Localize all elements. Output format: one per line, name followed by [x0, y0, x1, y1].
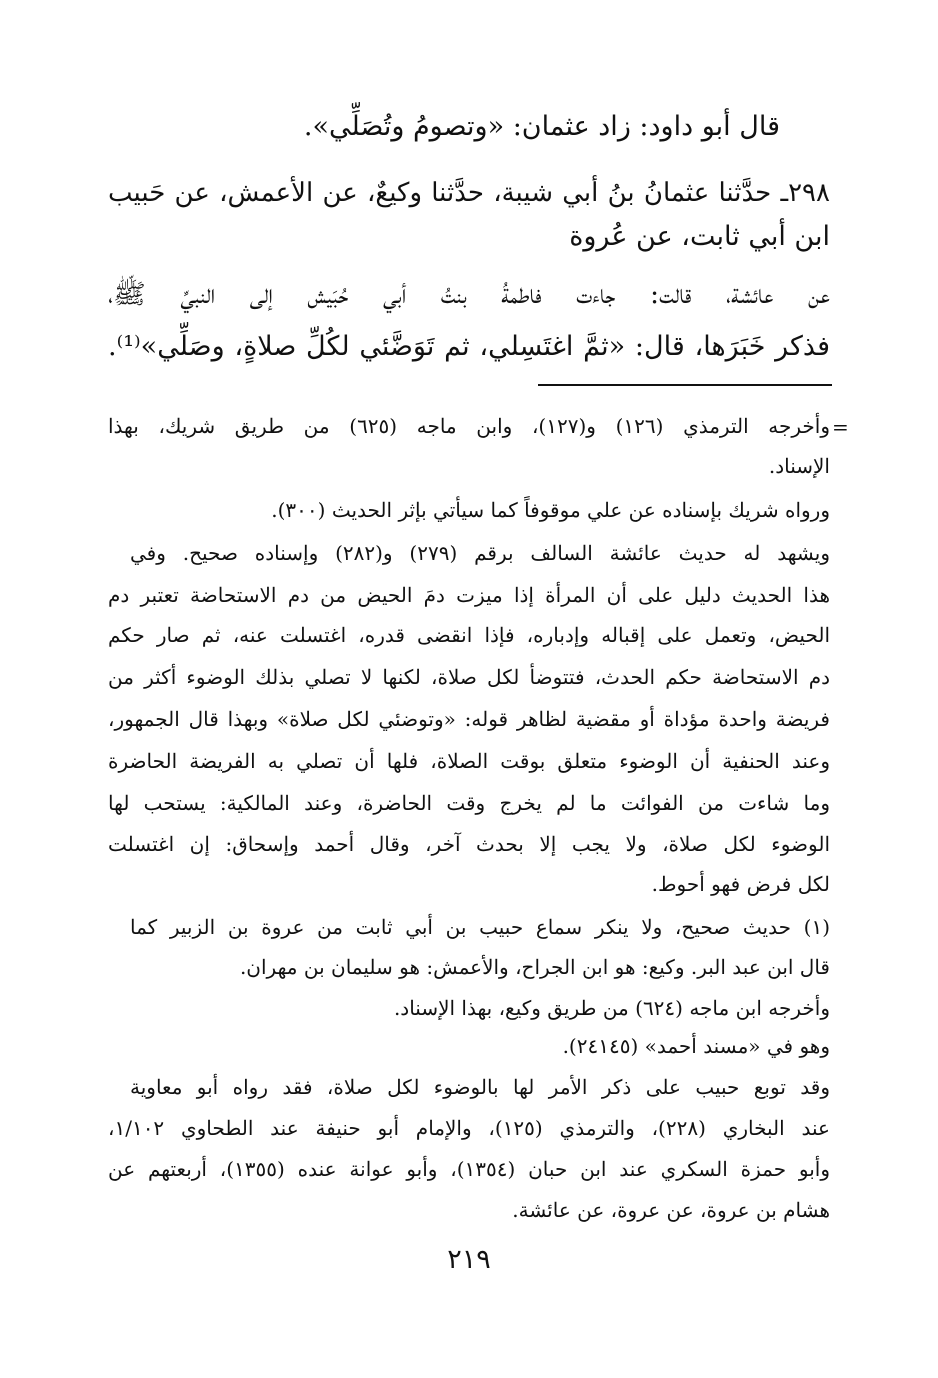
- footnote-line: وأخرجه ابن ماجه (٦٢٤) من طريق وكيع، بهذا الإسناد.: [393, 996, 830, 1020]
- footnote-line: عند البخاري (٢٢٨)، والترمذي (١٢٥)، والإمام أبو حنيفة عند الطحاوي ١/١٠٢،: [108, 1116, 830, 1140]
- main-line: قال أبو داود: زاد عثمان: «وتصومُ وتُصَلِّي».: [303, 111, 780, 142]
- footnote-line: وقد توبع حبيب على ذكر الأمر لها بالوضوء لكل صلاة، فقد رواه أبو معاوية: [130, 1075, 830, 1099]
- main-line: ابن أبي ثابت، عن عُروة: [569, 221, 830, 252]
- footnote-line: لكل فرض فهو أحوط.: [651, 872, 830, 896]
- footnote-line: وأخرجه الترمذي (١٢٦) و(١٢٧)، وابن ماجه (٦٢٥) من طريق شريك، بهذا: [108, 414, 830, 438]
- footnote-line: الحيض، وتعمل على إقباله وإدباره، فإذا انقضى قدره، اغتسلت عنه، ثم صار حكم: [108, 623, 830, 647]
- footnote-line: قال ابن عبد البر. وكيع: هو ابن الجراح، والأعمش: هو سليمان بن مهران.: [239, 955, 830, 979]
- footnote-line: هشام بن عروة، عن عروة، عن عائشة.: [512, 1198, 830, 1222]
- main-line: فذكر خَبَرَها، قال: «ثمَّ اغتَسِلي، ثم تَوَضَّئي لكُلِّ صلاةٍ، وصَلِّي»⁽¹⁾.: [108, 331, 830, 362]
- footnote-line: الإسناد.: [768, 454, 830, 478]
- footnote-line: وهو في «مسند أحمد» (٢٤١٤٥).: [562, 1034, 830, 1058]
- footnote-line: فريضة واحدة مؤداة أو مقضية لظاهر قوله: «وتوضئي لكل صلاة» وبهذا قال الجمهور،: [108, 707, 830, 731]
- footnote-line: (١) حديث صحيح، ولا ينكر سماع حبيب بن أبي ثابت من عروة بن الزبير كما: [130, 915, 830, 939]
- footnote-line: ويشهد له حديث عائشة السالف برقم (٢٧٩) و(٢٨٢) وإسناده صحيح. وفي: [130, 541, 830, 565]
- footnote-line: وعند الحنفية أن الوضوء متعلق بوقت الصلاة، فلها أن تصلي به الفريضة الحاضرة: [108, 749, 830, 773]
- footnote-line: وأبو حمزة السكري عند ابن حبان (١٣٥٤)، وأبو عوانة عنده (١٣٥٥)، أربعتهم عن: [108, 1157, 830, 1181]
- main-line: ٢٩٨ـ حدَّثنا عثمانُ بنُ أبي شيبة، حدَّثنا وكيعٌ، عن الأعمش، عن حَبيب: [108, 178, 830, 208]
- footnote-continuation-mark: =: [832, 415, 849, 439]
- footnote-line: هذا الحديث دليل على أن المرأة إذا ميزت دمَ الحيض من دم الاستحاضة تعتبر دم: [108, 583, 830, 607]
- footnote-separator: [538, 384, 832, 386]
- footnote-line: الوضوء لكل صلاة، ولا يجب إلا بحدث آخر، وقال أحمد وإسحاق: إن اغتسلت: [108, 832, 830, 856]
- footnote-line: ورواه شريك بإسناده عن علي موقوفاً كما سيأتي بإثر الحديث (٣٠٠).: [271, 498, 830, 522]
- main-line: عن عائشة، قالت: جاءت فاطمةُ بنتُ أبي حُبَيش إلى النبيِّ ﷺ،: [108, 279, 830, 310]
- footnote-line: وما شاءت من الفوائت ما لم يخرج وقت الحاضرة، وعند المالكية: يستحب لها: [108, 791, 830, 815]
- page-number: ٢١٩: [447, 1244, 491, 1275]
- footnote-line: دم الاستحاضة حكم الحدث، فتتوضأ لكل صلاة، لكنها لا تصلي بذلك الوضوء أكثر من: [108, 665, 830, 689]
